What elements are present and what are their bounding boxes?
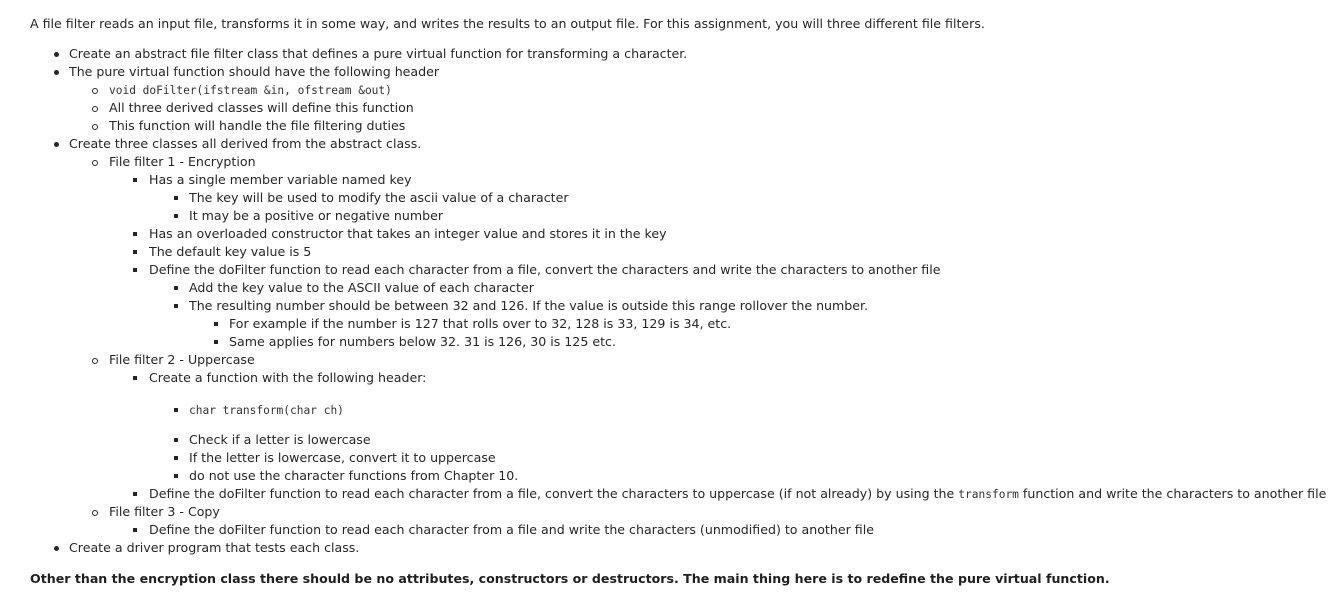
list-item: [189, 279, 534, 297]
list-item-text: do not use the character functions from Chapter 10.: [189, 468, 519, 483]
list-item-text: The default key value is 5: [149, 244, 312, 259]
list-item-text: All three derived classes will define this function: [109, 100, 414, 115]
bullet-disc: [54, 142, 59, 147]
closing-paragraph: Other than the encryption class there should be no attributes, constructors or destructors. The main thing here is to redefine the pure virtual function.: [30, 571, 1110, 586]
bullet-square: [133, 528, 137, 532]
list-item-text: For example if the number is 127 that rolls over to 32, 128 is 33, 129 is 34, etc.: [229, 316, 732, 331]
bullet-circle: [92, 124, 98, 130]
list-item: [69, 135, 421, 153]
bullet-disc: [54, 52, 59, 57]
bullet-square: [174, 286, 178, 290]
list-item-text: File filter 3 - Copy: [109, 504, 220, 519]
bullet-square: [214, 340, 218, 344]
list-item-text: Define the doFilter function to read each character from a file and write the characters (unmodified) to another file: [149, 522, 874, 537]
bullet-square: [174, 456, 178, 460]
bullet-circle: [92, 160, 98, 166]
list-item: [149, 369, 426, 387]
list-item-text: Same applies for numbers below 32. 31 is 126, 30 is 125 etc.: [229, 334, 616, 349]
bullet-square: [174, 196, 178, 200]
inline-code: transform: [958, 488, 1019, 501]
list-item: [189, 431, 371, 449]
list-item: [149, 485, 1326, 504]
list-item-text: Create a function with the following header:: [149, 370, 427, 385]
list-item: [149, 171, 412, 189]
list-item-text: The resulting number should be between 32 and 126. If the value is outside this range rollover the number.: [189, 298, 869, 313]
list-item-text: Create a driver program that tests each class.: [69, 540, 360, 555]
bullet-square: [174, 408, 178, 412]
code-header: char transform(char ch): [189, 404, 344, 417]
list-item: [109, 153, 256, 171]
bullet-square: [133, 232, 137, 236]
code-header: void doFilter(ifstream &in, ofstream &out): [109, 84, 392, 97]
bullet-square: [133, 376, 137, 380]
bullet-circle: [92, 510, 98, 516]
list-item: [109, 81, 392, 100]
bullet-disc: [54, 70, 59, 75]
list-item-text: Create an abstract file filter class that defines a pure virtual function for transforming a character.: [69, 46, 688, 61]
list-item: [189, 401, 344, 420]
list-item: [189, 189, 569, 207]
list-item-text: The key will be used to modify the ascii value of a character: [189, 190, 569, 205]
list-item: [109, 351, 255, 369]
list-item: [69, 63, 439, 81]
list-item: [109, 99, 414, 117]
bullet-square: [133, 492, 137, 496]
list-item-text: Has a single member variable named key: [149, 172, 412, 187]
list-item: [229, 315, 731, 333]
list-item: [109, 117, 405, 135]
bullet-square: [174, 438, 178, 442]
list-item-text: function and write the characters to another file: [1018, 486, 1327, 501]
bullet-square: [133, 178, 137, 182]
intro-paragraph: A file filter reads an input file, transforms it in some way, and writes the results to an output file. For this assignment, you will three different file filters.: [30, 16, 985, 31]
list-item: [109, 503, 220, 521]
list-item-text: File filter 2 - Uppercase: [109, 352, 255, 367]
bullet-square: [214, 322, 218, 326]
list-item: [149, 261, 941, 279]
list-item: [189, 449, 496, 467]
list-item-text: File filter 1 - Encryption: [109, 154, 256, 169]
bullet-square: [133, 250, 137, 254]
list-item: [69, 45, 687, 63]
list-item: [189, 467, 518, 485]
list-item: [189, 297, 868, 315]
list-item-text: If the letter is lowercase, convert it to uppercase: [189, 450, 496, 465]
list-item-text: The pure virtual function should have the following header: [69, 64, 440, 79]
list-item: [149, 243, 311, 261]
bullet-circle: [92, 106, 98, 112]
list-item-text: Define the doFilter function to read each character from a file, convert the characters to uppercase (if not already) by using the: [149, 486, 959, 501]
bullet-square: [174, 474, 178, 478]
list-item-text: Has an overloaded constructor that takes an integer value and stores it in the key: [149, 226, 667, 241]
list-item: [229, 333, 616, 351]
list-item-text: Create three classes all derived from the abstract class.: [69, 136, 422, 151]
list-item-text: It may be a positive or negative number: [189, 208, 444, 223]
bullet-square: [174, 214, 178, 218]
list-item: [189, 207, 443, 225]
bullet-circle: [92, 358, 98, 364]
bullet-square: [174, 304, 178, 308]
list-item: [69, 539, 359, 557]
bullet-square: [133, 268, 137, 272]
list-item-text: Define the doFilter function to read each character from a file, convert the characters and write the characters to another file: [149, 262, 941, 277]
list-item: [149, 225, 667, 243]
list-item-text: Check if a letter is lowercase: [189, 432, 371, 447]
list-item-text: This function will handle the file filtering duties: [109, 118, 406, 133]
list-item: [149, 521, 874, 539]
bullet-disc: [54, 546, 59, 551]
list-item-text: Add the key value to the ASCII value of each character: [189, 280, 534, 295]
bullet-circle: [92, 88, 98, 94]
